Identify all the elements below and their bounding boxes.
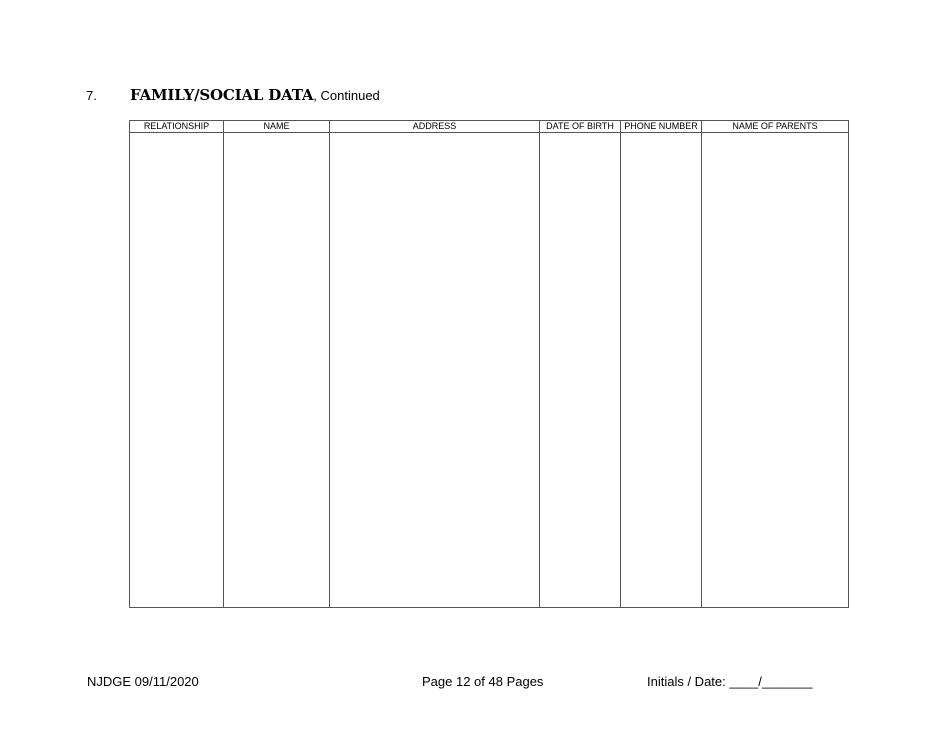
name-of-parents-cell[interactable] — [702, 133, 849, 608]
section-number: 7. — [86, 88, 97, 103]
form-id: NJDGE 09/11/2020 — [87, 674, 199, 689]
table-header-row — [130, 121, 849, 133]
relationship-cell[interactable] — [130, 133, 224, 608]
table-row — [130, 133, 849, 608]
page-number: Page 12 of 48 Pages — [422, 674, 544, 689]
section-continued-label: , Continued — [313, 88, 380, 103]
column-header-name: NAME — [224, 121, 330, 133]
section-heading — [86, 86, 380, 104]
initials-date-field: Initials / Date: ____/_______ — [647, 674, 813, 689]
family-data-table — [129, 120, 849, 608]
phone-number-cell[interactable] — [621, 133, 702, 608]
address-cell[interactable] — [330, 133, 540, 608]
column-header-date-of-birth: DATE OF BIRTH — [540, 121, 621, 133]
section-title: FAMILY/SOCIAL DATA — [130, 86, 314, 104]
column-header-phone-number: PHONE NUMBER — [621, 121, 702, 133]
column-header-name-of-parents: NAME OF PARENTS — [702, 121, 849, 133]
date-of-birth-cell[interactable] — [540, 133, 621, 608]
column-header-address: ADDRESS — [330, 121, 540, 133]
name-cell[interactable] — [224, 133, 330, 608]
column-header-relationship: RELATIONSHIP — [130, 121, 224, 133]
